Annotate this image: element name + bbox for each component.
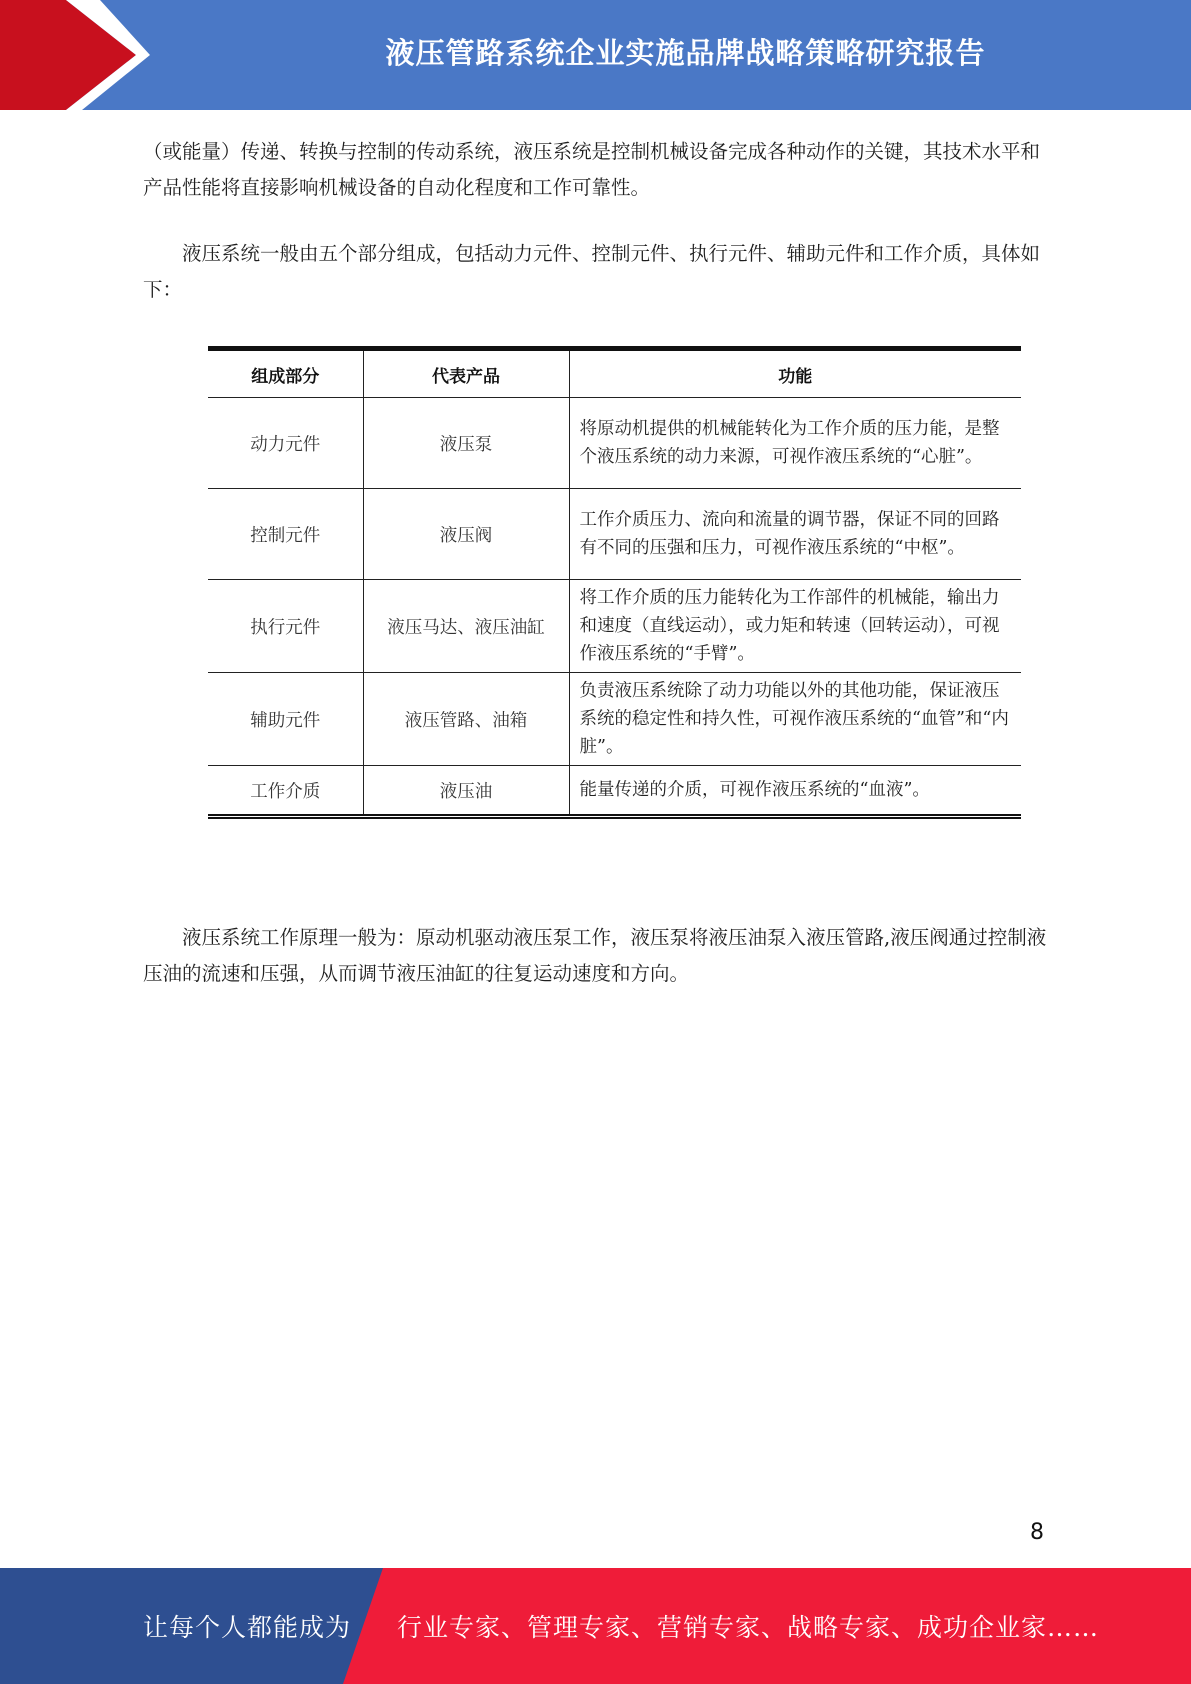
cell-function: 将原动机提供的机械能转化为工作介质的压力能，是整个液压系统的动力来源，可视作液压系统的“心脏”。 (569, 398, 1021, 489)
paragraph-intro: （或能量）传递、转换与控制的传动系统，液压系统是控制机械设备完成各种动作的关键，其技术水平和产品性能将直接影响机械设备的自动化程度和工作可靠性。 (143, 140, 1041, 199)
footer-slogan-left: 让每个人都能成为 (143, 1613, 352, 1642)
page-header (0, 0, 1191, 110)
cell-function: 负责液压系统除了动力功能以外的其他功能，保证液压系统的稳定性和持久性，可视作液压系统的“血管”和“内脏”。 (569, 673, 1021, 766)
table-row (208, 580, 1021, 673)
cell-product: 液压油 (363, 766, 569, 817)
cell-product: 液压泵 (363, 398, 569, 489)
cell-product: 液压马达、液压油缸 (363, 580, 569, 673)
report-title: 液压管路系统企业实施品牌战略策略研究报告 (385, 35, 986, 70)
page-footer (0, 1568, 1191, 1684)
table-row (208, 489, 1021, 580)
column-header-function: 功能 (569, 349, 1021, 398)
table-row (208, 398, 1021, 489)
cell-part: 控制元件 (208, 489, 363, 580)
cell-part: 辅助元件 (208, 673, 363, 766)
column-header-product: 代表产品 (363, 349, 569, 398)
cell-function: 工作介质压力、流向和流量的调节器，保证不同的回路有不同的压强和压力，可视作液压系统的“中枢”。 (569, 489, 1021, 580)
cell-function: 能量传递的介质，可视作液压系统的“血液”。 (569, 766, 1021, 817)
cell-part: 动力元件 (208, 398, 363, 489)
table-header-row (208, 349, 1021, 398)
cell-part: 执行元件 (208, 580, 363, 673)
page-number: 8 (1030, 1520, 1044, 1545)
cell-product: 液压阀 (363, 489, 569, 580)
cell-product: 液压管路、油箱 (363, 673, 569, 766)
paragraph-composition: 液压系统一般由五个部分组成，包括动力元件、控制元件、执行元件、辅助元件和工作介质，具体如下： (143, 242, 1041, 301)
table-row (208, 673, 1021, 766)
paragraph-principle: 液压系统工作原理一般为：原动机驱动液压泵工作，液压泵将液压油泵入液压管路,液压阀通过控制液压油的流速和压强，从而调节液压油缸的往复运动速度和方向。 (143, 926, 1047, 985)
column-header-part: 组成部分 (208, 349, 363, 398)
cell-function: 将工作介质的压力能转化为工作部件的机械能，输出力和速度（直线运动），或力矩和转速（回转运动），可视作液压系统的“手臂”。 (569, 580, 1021, 673)
components-table (208, 346, 1021, 819)
footer-slogan-right: 行业专家、管理专家、营销专家、战略专家、成功企业家…… (397, 1613, 1100, 1642)
table-row (208, 766, 1021, 817)
cell-part: 工作介质 (208, 766, 363, 817)
